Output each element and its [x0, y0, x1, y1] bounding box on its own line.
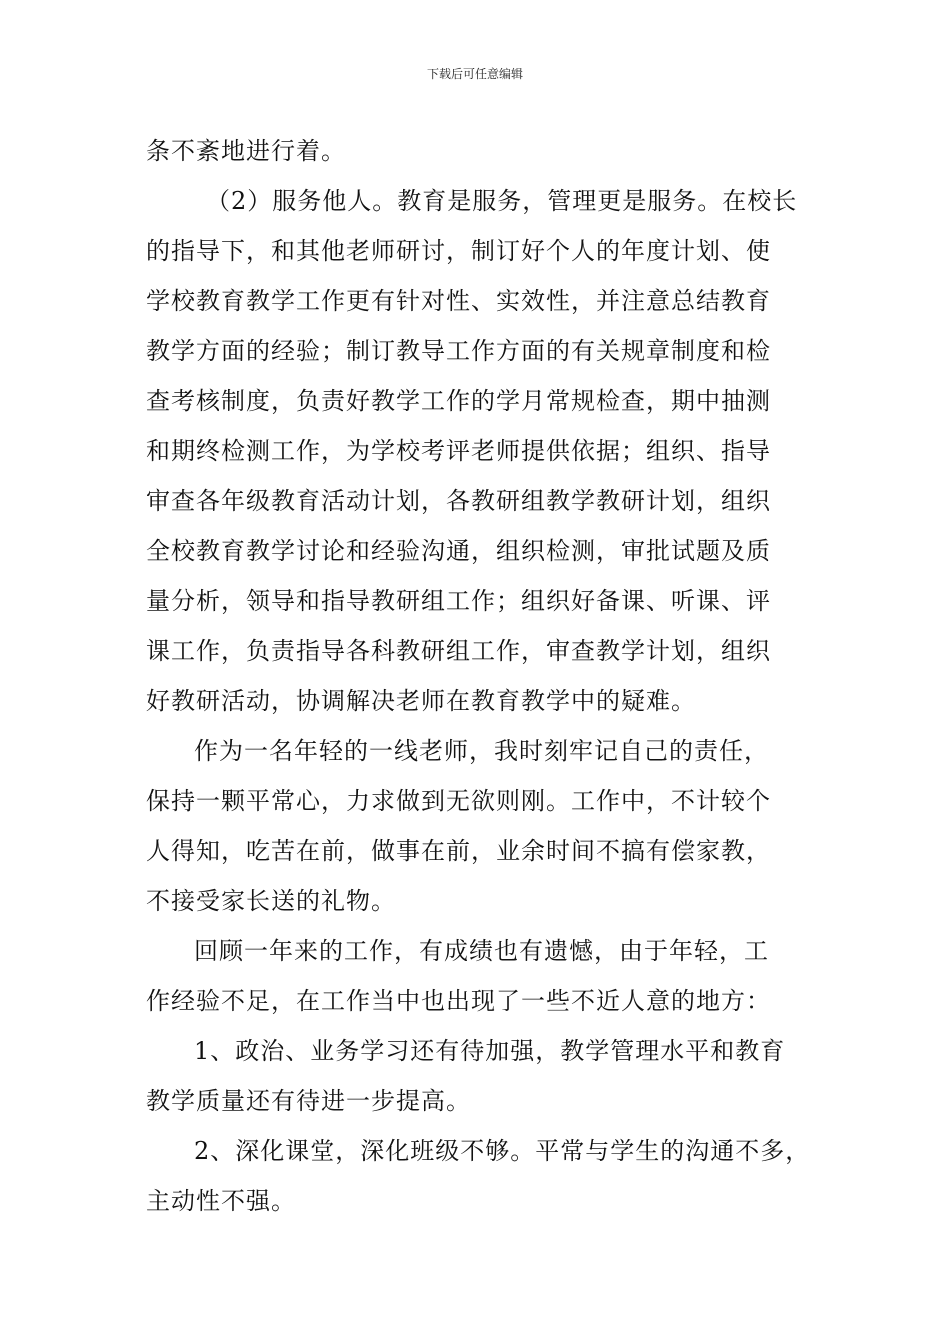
- text-line: 主动性不强。: [146, 1187, 296, 1215]
- paragraph-start-line: 作为一名年轻的一线老师，我时刻牢记自己的责任，: [194, 737, 769, 765]
- text-line: 全校教育教学讨论和经验沟通，组织检测，审批试题及质: [146, 537, 771, 565]
- text-line: 教学质量还有待进一步提高。: [146, 1087, 471, 1115]
- paragraph-start-line: 回顾一年来的工作，有成绩也有遗憾，由于年轻，工: [194, 937, 769, 965]
- text-line: 教学方面的经验；制订教导工作方面的有关规章制度和检: [146, 337, 771, 365]
- text-line: 作经验不足，在工作当中也出现了一些不近人意的地方：: [146, 987, 771, 1015]
- text-line: 的指导下，和其他老师研讨，制订好个人的年度计划、使: [146, 237, 771, 265]
- text-line: 人得知，吃苦在前，做事在前，业余时间不搞有偿家教，: [146, 837, 771, 865]
- text-line: 量分析，领导和指导教研组工作；组织好备课、听课、评: [146, 587, 771, 615]
- text-line: 审查各年级教育活动计划，各教研组教学教研计划，组织: [146, 487, 771, 515]
- text-line: 学校教育教学工作更有针对性、实效性，并注意总结教育: [146, 287, 771, 315]
- text-line: 好教研活动，协调解决老师在教育教学中的疑难。: [146, 687, 696, 715]
- text-line: 不接受家长送的礼物。: [146, 887, 396, 915]
- text-line: 条不紊地进行着。: [146, 137, 346, 165]
- page-header: 下载后可任意编辑: [426, 67, 523, 81]
- text-line: 课工作，负责指导各科教研组工作，审查教学计划，组织: [146, 637, 771, 665]
- paragraph-start-line: 1、政治、业务学习还有待加强，教学管理水平和教育: [194, 1037, 786, 1065]
- text-line: 保持一颗平常心，力求做到无欲则刚。工作中，不计较个: [146, 787, 771, 815]
- paragraph-start-line: 2、深化课堂，深化班级不够。平常与学生的沟通不多，: [194, 1137, 811, 1165]
- paragraph-start-line: （2）服务他人。教育是服务，管理更是服务。在校长: [206, 187, 798, 215]
- text-line: 和期终检测工作，为学校考评老师提供依据；组织、指导: [146, 437, 771, 465]
- document-body: [146, 126, 836, 1226]
- text-line: 查考核制度，负责好教学工作的学月常规检查，期中抽测: [146, 387, 771, 415]
